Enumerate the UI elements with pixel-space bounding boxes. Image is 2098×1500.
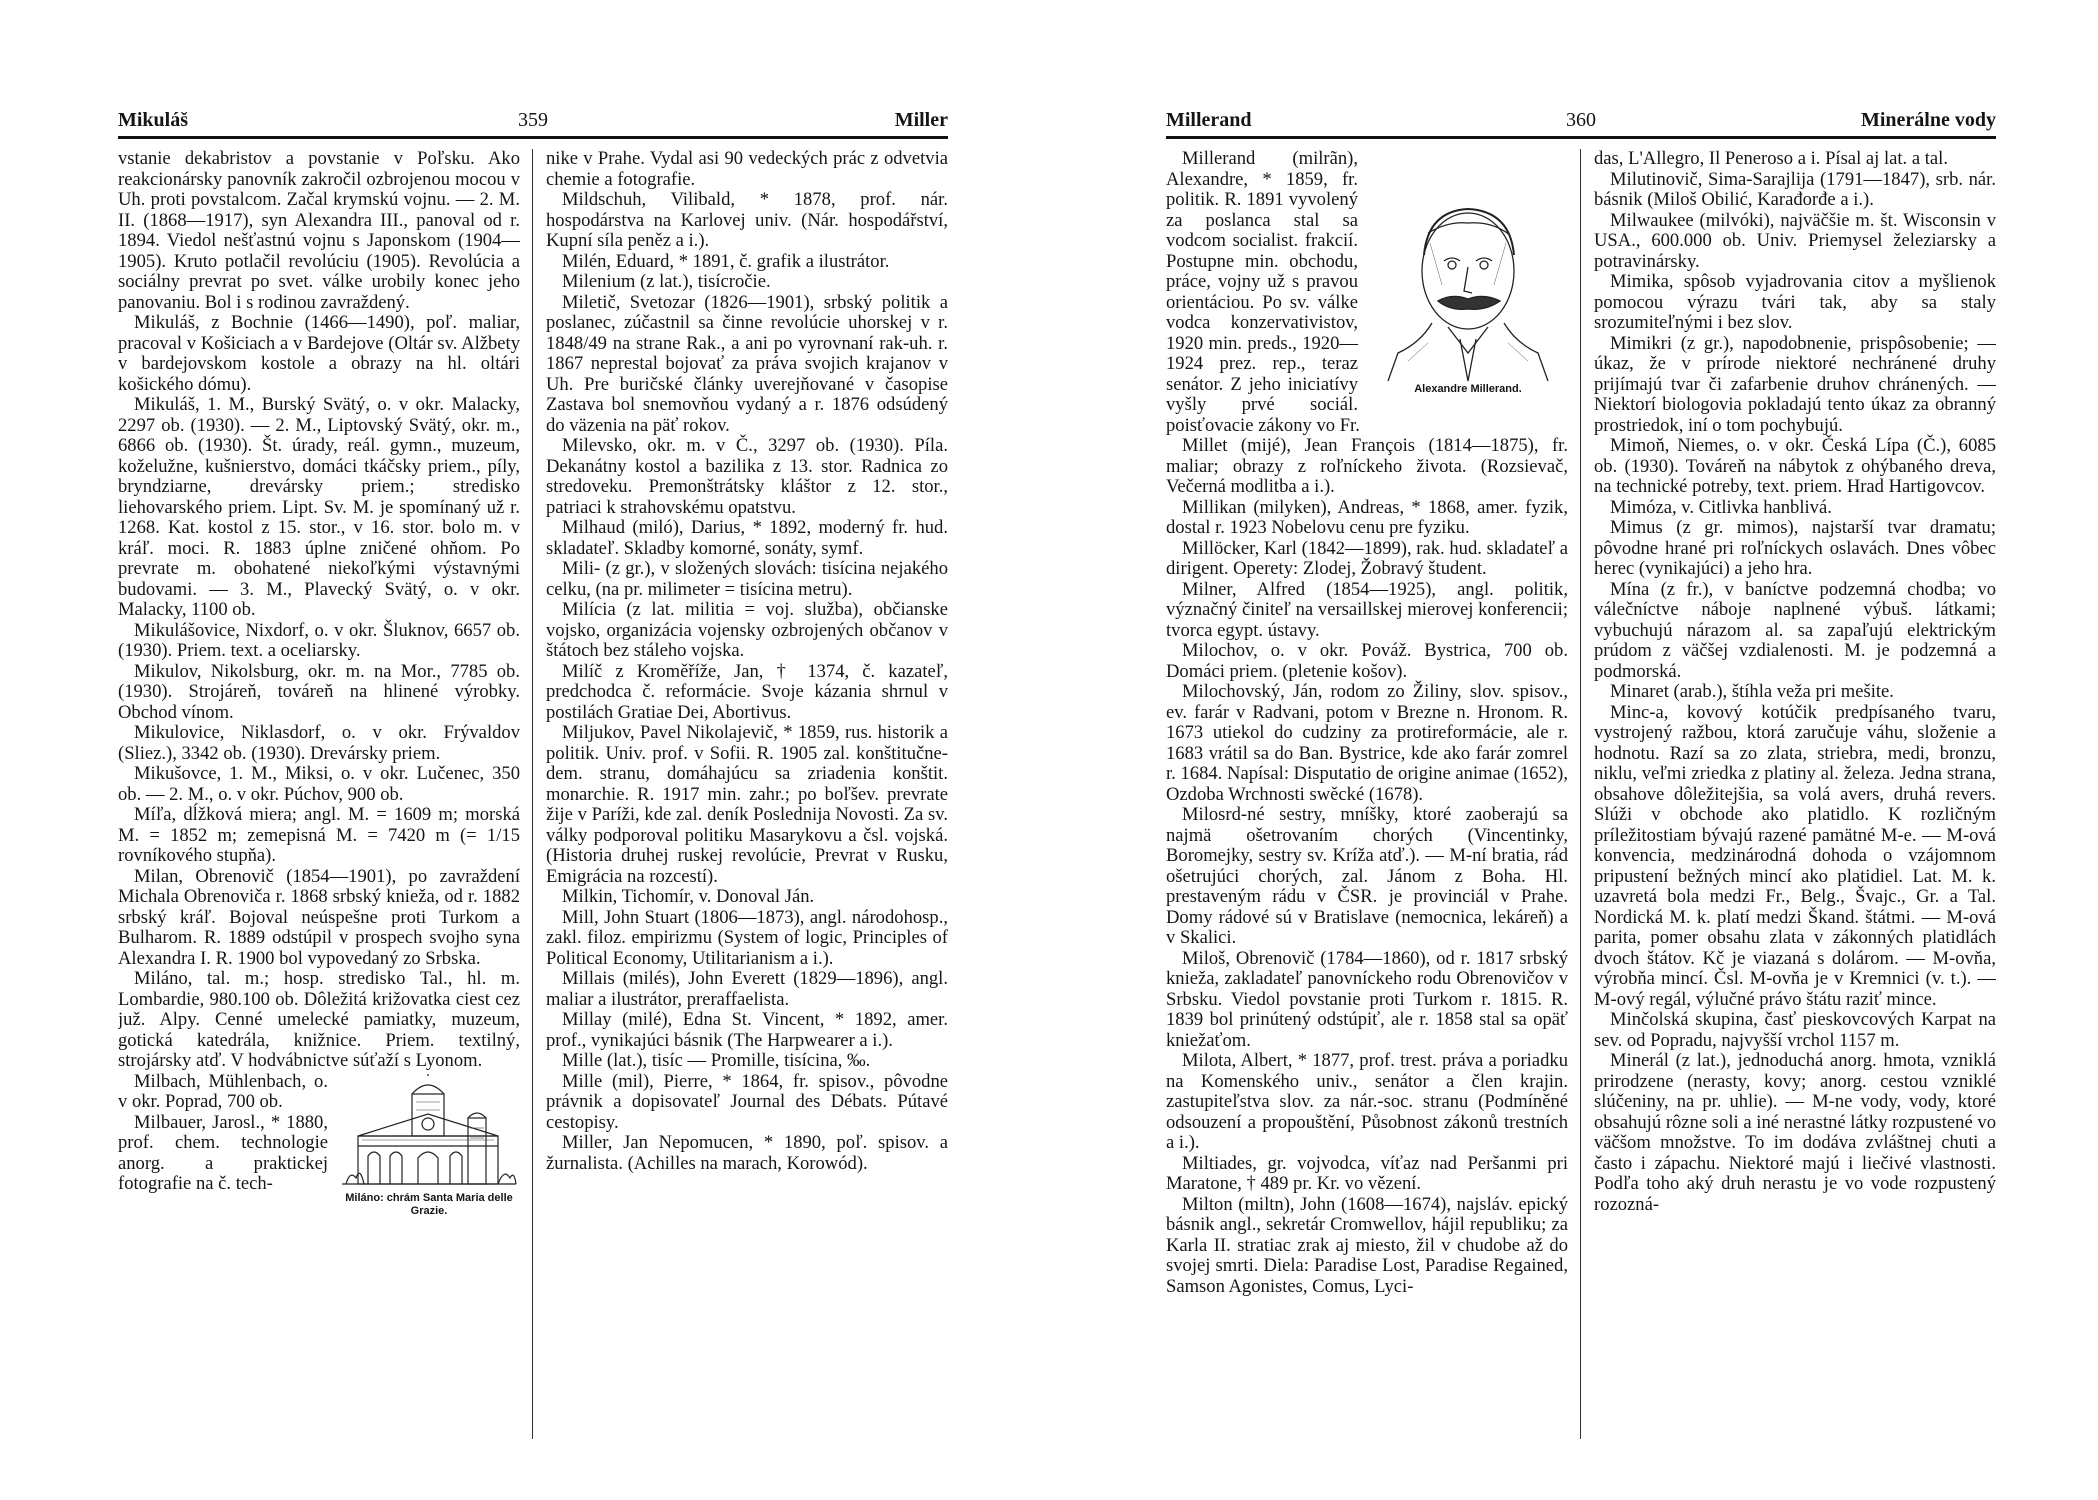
entry-text: Mimoň, Niemes, o. v okr. Česká Lípa (Č.), 6085 ob. (1930). Továreň na nábytok z ohýbaného dreva, na technické potreby, text. priem. Hrad Hartigovcov. — [1594, 435, 1996, 497]
entry-text: Mína (z fr.), v baníctve podzemná chodba; vo válečníctve náboje naplnené výbuš. látkami; vybuchujú nárazom al. sa zapaľujú elektrickým prúdom z väčšej vzdialenosti. M. je podzemná a podmorská. — [1594, 578, 1996, 682]
entry-text: Milíč z Kroměříže, Jan, † 1374, č. kazateľ, predchodca č. reformácie. Svoje kázania shrnul v postilách Gratiae Dei, Abortivus. — [546, 660, 948, 723]
entry-text: Miller, Jan Nepomucen, * 1890, poľ. spisov. a žurnalista. (Achilles na marach, Korowód). — [546, 1132, 948, 1174]
figure-caption: Alexandre Millerand. — [1414, 383, 1522, 395]
church-icon — [338, 1074, 520, 1192]
figure-caption: Miláno: chrám Santa Maria delle Grazie. — [345, 1191, 513, 1217]
entry-text: Miletič, Svetozar (1826—1901), srbský politik a poslanec, zúčastnil sa činne revolúcie uhorskej v r. 1848/49 na strane Rak., a ani po vyrovnaní rak-uh. r. 1867 neprestal bojovať za práva svojich krajanov v Uh. Pre buričské články uverejňované v časopise Zastava bol snemovňou vydaný a r. 1876 odsúdený do väzenia na päť rokov. — [546, 291, 948, 436]
entry-text: Mimikri (z gr.), napodobnenie, prispôsobenie; — úkaz, že v prírode niektoré nechránené druhy prijímajú tvar či zafarbenie druhov chránených. — Niektorí biologovia pokladajú tento úkaz za obranný prostriedok, iní o tom pochybujú. — [1594, 332, 1996, 436]
entry-text: Millöcker, Karl (1842—1899), rak. hud. skladateľ a dirigent. Operety: Zlodej, Žobravý študent. — [1166, 537, 1568, 579]
entry-text: Miljukov, Pavel Nikolajevič, * 1859, rus. historik a politik. Univ. prof. v Sofii. R. 1905 zal. konštitučne-dem. stranu, domáhajúcu sa zriadenia konštit. monarchie. R. 1917 min. zahr.; po boľšev. prevrate žije v Paríži, kde zal. deník Poslednija Novosti. Za sv. války podporoval politiku Masarykovu a čsl. vojská. (Historia druhej ruskej revolúcie, Prevrat v Rusku, Emigrácia na rozcestí). — [546, 722, 948, 887]
entry-text: Mikulovice, Niklasdorf, o. v okr. Frývaldov (Sliez.), 3342 ob. (1930). Drevársky priem. — [118, 722, 520, 764]
entry-text: Milosrd-né sestry, mníšky, ktoré zaoberajú sa najmä ošetrovaním chorých (Vincentinky, Boromejky, sestry sv. Kríža atď.). — M-ní bratia, rád ošetrujúci chorých, zal. Jánom z Boha. Hl. prestaveným rádu v ČSR. je provinciál v Prahe. Domy rádové sú v Bratislave (nemocnica, lekáreň) a v Skalici. — [1166, 804, 1568, 948]
page-header — [1166, 106, 1996, 139]
entry-text: Minčolská skupina, časť pieskovcových Karpat na sev. od Popradu, najvyšší vrchol 1157 m. — [1594, 1009, 1996, 1051]
column-divider — [1580, 149, 1581, 1439]
page-number: 359 — [518, 109, 548, 131]
entry-text: Milícia (z lat. militia = voj. služba), občianske vojsko, organizácia vojensky ozbrojených občanov v štátoch bez stáleho vojska. — [546, 599, 948, 661]
entry-text: Mikuláš, 1. M., Burský Svätý, o. v okr. Malacky, 2297 ob. (1930). — 2. M., Liptovský Svätý, okr. m., 6866 ob. (1930). Št. úrady, reál. gymn., muzeum, koželužne, kušnierstvo, domáci tkáčsky priem., píly, bryndziarne, drevársky priem.; stredisko liehovarského priem. Lipt. Sv. M. je spomínaný už r. 1268. Kat. kostol z 15. stor., v 16. stor. bolo m. v kráľ. moci. R. 1883 úplne zničené ohňom. Po prevrate m. obohatené niekoľkými výstavnými budovami. — 3. M., Plavecký Svätý, o. v okr. Malacky, 1100 ob. — [118, 394, 520, 620]
entry-text: Mille (mil), Pierre, * 1864, fr. spisov., pôvodne právnik a dopisovateľ Journal des Débats. Pútavé cestopisy. — [546, 1070, 948, 1133]
text-column-1 — [118, 149, 520, 1469]
entry-text: Milbauer, Jarosl., * 1880, prof. chem. technologie anorg. a praktickej fotografie na č. tech- — [118, 1111, 328, 1194]
entry-text: Mikuláš, z Bochnie (1466—1490), poľ. maliar, pracoval v Košiciach a v Bardejove (Oltár sv. Alžbety v bardejovskom kostole a obrazy na hl. oltári košického dómu). — [118, 312, 520, 395]
entry-text: Millais (milés), John Everett (1829—1896), angl. maliar a ilustrátor, preraffaelista. — [546, 968, 948, 1010]
entry-text: Miltiades, gr. vojvodca, víťaz nad Peršanmi pri Maratone, † 489 pr. Kr. vo vězení. — [1166, 1152, 1568, 1194]
milan-cathedral-illustration — [338, 1074, 520, 1218]
entry-text: Minerál (z lat.), jednoduchá anorg. hmota, vzniklá prirodzene (nerasty, kovy; anorg. cestou vzniklé slúčeniny, na pr. uhlie). — M-ne vody, vody, ktoré obsahujú rôzne soli a iné nerastné látky rozpustené vo väčšom množstve. To im dodáva zvláštnej chuti a často i zápachu. Niektoré majú i liečivé vlastnosti. Podľa toho aký druh nerastu je vo vode rozpustený rozozná- — [1594, 1050, 1996, 1215]
text-column-2 — [1594, 149, 1996, 1469]
entry-text: Mimóza, v. Citlivka hanblivá. — [1610, 496, 1832, 518]
entry-text: Mildschuh, Vilibald, * 1878, prof. nár. hospodárstva na Karlovej univ. (Nár. hospodářství, Kupní síla peněz a i.). — [546, 189, 948, 251]
entry-text: Milner, Alfred (1854—1925), angl. politik, význačný činiteľ na versaillskej mierovej konferencii; tvorca egypt. ústavy. — [1166, 578, 1568, 641]
entry-text: nike v Prahe. Vydal asi 90 vedeckých prác z odvetvia chemie a fotografie. — [546, 149, 948, 190]
entry-text: Mili- (z gr.), v složených slovách: tisícina nejakého celku, (na pr. milimeter = tisícina metru). — [546, 558, 948, 600]
entry-text: Miloš, Obrenovič (1784—1860), od r. 1817 srbský knieža, zakladateľ panovníckeho rodu Obrenovičov v Srbsku. Viedol povstanie proti Turkom r. 1815. R. 1839 bol prinútený odstúpiť, ale r. 1858 stal sa opäť kniežaťom. — [1166, 947, 1568, 1051]
entry-text: Míľa, dĺžková miera; angl. M. = 1609 m; morská M. = 1852 m; zemepisná M. = 7420 m (= 1/15 rovníkového stupňa). — [118, 804, 520, 866]
entry-text: Milton (miltn), John (1608—1674), najsláv. epický básnik angl., sekretár Cromwellov, hájil republiku; za Karla II. stratiac zrak aj miesto, žil v chudobe až do svojej smrti. Diela: Paradise Lost, Paradise Regained, Samson Agonistes, Comus, Lyci- — [1166, 1193, 1568, 1297]
running-head-right: Miller — [894, 109, 948, 131]
entry-text: Milkin, Tichomír, v. Donoval Ján. — [562, 886, 815, 907]
entry-text: Milén, Eduard, * 1891, č. grafik a ilustrátor. — [562, 250, 890, 272]
text-column-2 — [546, 149, 948, 1469]
entry-text: das, L'Allegro, Il Peneroso a i. Písal aj lat. a tal. — [1594, 149, 1948, 169]
entry-text: Mill, John Stuart (1806—1873), angl. národohosp., zakl. filoz. empirizmu (System of logic, Principles of Political Economy, Utilitarianism a i.). — [546, 906, 948, 969]
text-column-1 — [1166, 149, 1568, 1469]
entry-text: Mille (lat.), tisíc — Promille, tisícina, ‰. — [562, 1050, 871, 1071]
page-number: 360 — [1566, 109, 1596, 131]
page-360 — [1166, 106, 1996, 1476]
entry-text: Millay (milé), Edna St. Vincent, * 1892, amer. prof., vynikajúci básnik (The Harpwearer a i.). — [546, 1009, 948, 1051]
entry-text: vstanie dekabristov a povstanie v Poľsku. Ako reakcionársky panovník zakročil ozbrojenou mocou v Uh. proti povstalcom. Začal krymskú vojnu. — 2. M. II. (1868—1917), syn Alexandra III., panoval od r. 1894. Viedol nešťastnú vojnu s Japonskom (1904—1905). Kruto potlačil revolúciu (1905). Revolúcia a sociálny prevrat po svet. válke urobily konec jeho panovaniu. Bol i s rodinou zavraždený. — [118, 149, 520, 313]
entry-text: Milutinovič, Sima-Sarajlija (1791—1847), srb. nár. básnik (Miloš Obilić, Karađorđe a i.). — [1594, 168, 1996, 210]
column-divider — [532, 149, 533, 1439]
entry-text: Millerand (milrãn), Alexandre, * 1859, fr. politik. R. 1891 vyvolený za poslanca stal sa vodcom socialist. frakcií. Postupne min. obchodu, práce, vojny už s pravou orientáciou. Po sv. válke vodca konzervativistov, 1920 min. preds., 1920—1924 prez. rep., teraz senátor. Z jeho iniciatívy vyšly prvé sociál. poisťovacie zákony vo Fr. — [1166, 149, 1360, 436]
entry-text: Minaret (arab.), štíhla veža pri mešite. — [1610, 681, 1894, 702]
running-head-right: Minerálne vody — [1861, 109, 1996, 131]
page-header — [118, 106, 948, 139]
entry-text: Mikušovce, 1. M., Miksi, o. v okr. Lučenec, 350 ob. — 2. M., o. v okr. Púchov, 900 ob. — [118, 763, 520, 805]
entry-text: Milhaud (miló), Darius, * 1892, moderný fr. hud. skladateľ. Skladby komorné, sonáty, symf. — [546, 517, 948, 559]
entry-text: Mikulášovice, Nixdorf, o. v okr. Šluknov, 6657 ob. (1930). Priem. text. a oceliarsky. — [118, 619, 520, 661]
entry-text: Milevsko, okr. m. v Č., 3297 ob. (1930). Píla. Dekanátny kostol a bazilika z 13. stor. Radnica zo stredoveku. Premonštrátsky kláštor z 12. stor., patriaci k strahovskému opatstvu. — [546, 435, 948, 518]
entry-text: Milochovský, Ján, rodom zo Žiliny, slov. spisov., ev. farár v Radvani, potom v Brezne n. Hronom. R. 1673 utiekol do cudziny za protireformácie, ale r. 1683 vrátil sa do Ban. Bystrice, kde ako farár zomrel r. 1684. Napísal: Disputatio de origine animae (1652), Ozdoba Wrchnosti swěcké (1678). — [1166, 681, 1568, 805]
entry-text: Mimus (z gr. mimos), najstarší tvar dramatu; pôvodne hrané pri roľníckych oslavách. Dnes vôbec herec (vynikajúci) a jeho hra. — [1594, 517, 1996, 579]
running-head-left: Mikuláš — [118, 109, 189, 131]
entry-text: Mikulov, Nikolsburg, okr. m. na Mor., 7785 ob. (1930). Strojáreň, továreň na hlinené výrobky. Obchod vínom. — [118, 660, 520, 723]
entry-text: Milenium (z lat.), tisícročie. — [562, 271, 771, 292]
entry-text: Milbach, Mühlenbach, o. v okr. Poprad, 700 ob. — [118, 1070, 328, 1112]
running-head-left: Millerand — [1166, 109, 1252, 131]
portrait-icon — [1368, 193, 1568, 383]
entry-text: Milochov, o. v okr. Pováž. Bystrica, 700 ob. Domáci priem. (pletenie košov). — [1166, 640, 1568, 682]
page-359 — [118, 106, 948, 1476]
entry-text: Milan, Obrenovič (1854—1901), po zavraždení Michala Obrenoviča r. 1868 srbský knieža, od r. 1882 srbský kráľ. Bojoval neúspešne proti Turkom a Bulharom. R. 1889 odstúpil v prospech svojho syna Alexandra I. R. 1900 bol vypovedaný zo Srbska. — [118, 865, 520, 969]
entry-text: Minc-a, kovový kotúčik predpísaného tvaru, vystrojený ražbou, ktorá zaručuje váhu, složenie a hodnotu. Razí sa zo zlata, striebra, medi, bronzu, niklu, veľmi zriedka z platiny al. železa. Jedna strana, obsahove dôležitejšia, sa volá avers, druhá revers. Slúži v obchode ako platidlo. K rozličným príležitostiam bývajú razené pamätné M-e. — M-ová konvencia, medzinárodná dohoda o vzájomnom pripustení bežných mincí ako platidiel. Lat. M. k. uzavretá bola medzi Fr., Belg., Švajc., Gr. a Tal. Nordická M. k. platí medzi Škand. štátmi. — M-ová parita, pomer obsahu zlata v zákonných platidlách dvoch štátov. Kč je viazaná s dolárom. — M-ovňa, výrobňa mincí. Čsl. M-ovňa je v Kremnici (v. t.). — M-ový regál, výlučné právo štátu raziť mince. — [1594, 701, 1996, 1010]
entry-text: Milwaukee (milvóki), najväčšie m. št. Wisconsin v USA., 600.000 ob. Univ. Priemysel železiarsky a potravinársky. — [1594, 209, 1996, 272]
entry-text: Millikan (milyken), Andreas, * 1868, amer. fyzik, dostal r. 1923 Nobelovu cenu pre fyziku. — [1166, 496, 1568, 538]
entry-text: Millet (mijé), Jean François (1814—1875), fr. maliar; obrazy z roľníckeho života. (Rozsievač, Večerná modlitba a i.). — [1166, 435, 1568, 497]
entry-text: Milota, Albert, * 1877, prof. trest. práva a poriadku na Komenského univ., senátor a člen krajin. zastupiteľstva slov. za nár.-soc. stranu (Podmíněné odsouzení a propouštění, Působnost zákonů trestních a i.). — [1166, 1050, 1568, 1153]
entry-text: Mimika, spôsob vyjadrovania citov a myšlienok pomocou výrazu tvári tak, aby sa staly srozumiteľnými i bez slov. — [1594, 271, 1996, 333]
millerand-portrait — [1368, 193, 1568, 396]
entry-text: Miláno, tal. m.; hosp. stredisko Tal., hl. m. Lombardie, 980.100 ob. Dôležitá križovatka ciest cez juž. Alpy. Cenné umelecké pamiatky, muzeum, gotická katedrála, knižnice. Priem. textilný, strojársky atď. V hodvábnictve súťaží s Lyonom. — [118, 968, 520, 1071]
